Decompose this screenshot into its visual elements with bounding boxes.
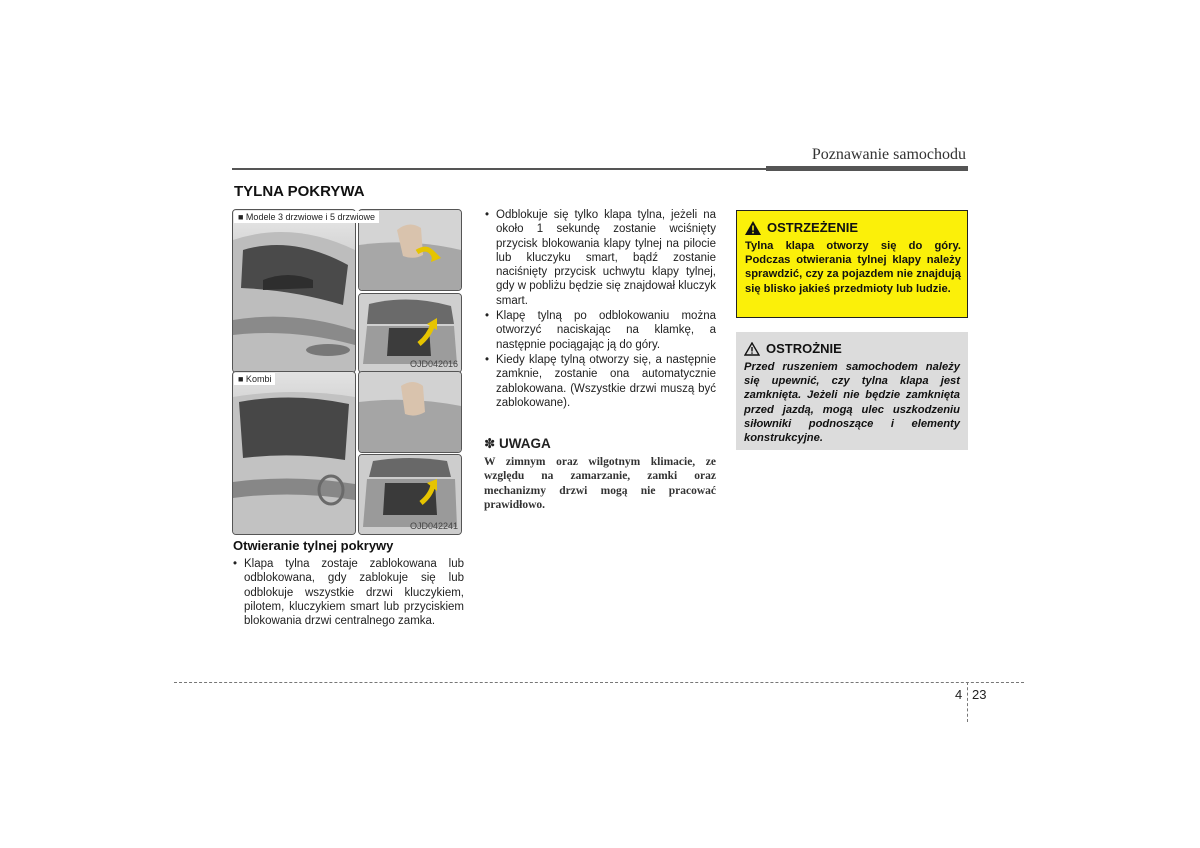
figure-label-estate: ■ Kombi	[234, 373, 275, 385]
running-header: Poznawanie samochodu	[811, 146, 966, 163]
caution-box	[736, 332, 968, 450]
list-item: • Klapę tylną po odblokowaniu można otworzyć naciskając na klamkę, a następnie pociągając ją do góry.	[484, 309, 716, 352]
subheading-opening-tailgate: Otwieranie tylnej pokrywy	[233, 538, 394, 553]
figure-code-estate: OJD042241	[410, 521, 459, 531]
list-item: • Kiedy klapę tylną otworzy się, a następnie zamknie, zostanie ona automatycznie zablokowana. (Wszystkie drzwi muszą być zablokowane).	[484, 353, 716, 410]
list-item: • Odblokuje się tylko klapa tylna, jeżeli na około 1 sekundę zostanie wciśnięty przycisk blokowania klapy tylnej na pilocie lub kluczyku smart, bądź zostanie naciśnięty przycisk uchwytu klapy tylnej, gdy w pobliżu będzie się znajdował kluczyk smart.	[484, 208, 716, 308]
warning-title: OSTRZEŻENIE	[767, 220, 859, 235]
caution-text: Przed ruszeniem samochodem należy się upewnić, czy tylna klapa jest zamknięta. Jeżeli nie będzie zamknięta przed jazdą, mogą ulec uszkodzeniu siłowniki podnoszące i elementy konstrukcyjne.	[744, 361, 960, 445]
figure-label-hatchback: ■ Modele 3 drzwiowe i 5 drzwiowe	[234, 211, 379, 223]
estate-rear-photo	[232, 371, 356, 535]
caution-title: OSTROŻNIE	[766, 341, 842, 356]
list-item: • Klapa tylna zostaje zablokowana lub odblokowana, gdy zablokuje się lub odblokuje wszystkie drzwi kluczykiem, pilotem, kluczykiem smart lub przyciskiem blokowania drzwi centralnego zamka.	[232, 557, 464, 628]
note-text: W zimnym oraz wilgotnym klimacie, ze względu na zamarzanie, zamki oraz mechanizmy drzwi mogą nie pracować prawidłowo.	[484, 456, 716, 511]
warning-text: Tylna klapa otworzy się do góry. Podczas otwierania tylnej klapy należy sprawdzić, czy za pojazdem nie znajdują się blisko jakieś przedmioty lub ludzie.	[745, 240, 961, 295]
warning-box	[736, 210, 968, 318]
note-title: ✽ UWAGA	[484, 436, 551, 451]
section-title: TYLNA POKRYWA	[234, 183, 365, 200]
column2-bullet-list	[484, 208, 716, 411]
estate-handle-photo	[358, 371, 462, 453]
footer-divider	[967, 682, 968, 722]
header-rule-accent	[766, 166, 968, 171]
caution-triangle-icon	[744, 342, 760, 356]
warning-triangle-icon	[745, 221, 761, 235]
footer-rule	[174, 682, 1024, 683]
header-rule	[232, 168, 766, 170]
page-number: 23	[972, 687, 987, 702]
figure-code-hatchback: OJD042016	[410, 359, 459, 369]
column1-bullet-list	[232, 557, 464, 628]
chapter-number: 4	[955, 687, 963, 702]
hatchback-rear-photo	[232, 209, 356, 373]
